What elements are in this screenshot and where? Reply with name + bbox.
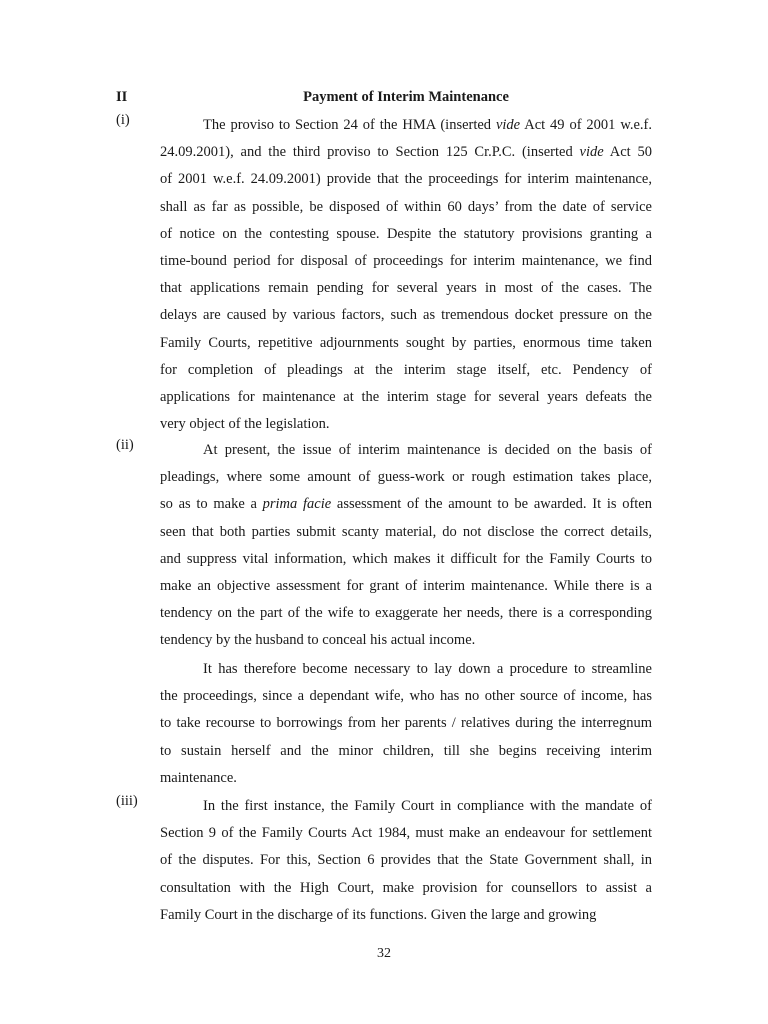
text-line <box>160 248 652 275</box>
text-line <box>160 275 652 302</box>
text-line <box>160 194 652 221</box>
paragraph-label-ii: (ii) <box>116 437 134 453</box>
text-segment: Section 9 of the Family Courts Act 1984, must make an endeavour for settlement <box>160 825 652 842</box>
text-segment: consultation with the High Court, make provision for counsellors to assist a <box>160 879 652 896</box>
text-segment: of 2001 w.e.f. 24.09.2001) provide that the proceedings for interim maintenance, <box>160 171 652 188</box>
text-line <box>160 656 652 683</box>
text-segment: to sustain herself and the minor children, till she begins receiving interim <box>160 742 652 759</box>
text-segment: The proviso to Section 24 of the HMA (inserted <box>203 117 496 133</box>
text-segment: seen that both parties submit scanty material, do not disclose the correct details, <box>160 523 652 540</box>
paragraph-ii-continued <box>160 656 652 792</box>
italic-term: vide <box>579 144 604 161</box>
page-number: 32 <box>377 946 391 961</box>
text-segment: very object of the legislation. <box>160 416 330 433</box>
text-segment: so as to make a <box>160 496 263 513</box>
text-segment: At present, the issue of interim maintenance is decided on the basis of <box>203 442 652 458</box>
text-line <box>160 683 652 710</box>
text-segment: maintenance. <box>160 769 237 786</box>
text-segment: shall as far as possible, be disposed of within 60 days’ from the date of service <box>160 198 652 215</box>
text-line <box>160 112 652 139</box>
text-line <box>160 302 652 329</box>
text-line <box>160 600 652 627</box>
text-segment: pleadings, where some amount of guess-work or rough estimation takes place, <box>160 469 652 486</box>
paragraph-i <box>160 112 652 438</box>
text-line <box>160 330 652 357</box>
text-line <box>160 491 652 518</box>
text-line <box>160 793 652 820</box>
paragraph-ii <box>160 437 652 655</box>
text-segment: of notice on the contesting spouse. Despite the statutory provisions granting a <box>160 225 652 242</box>
text-line <box>160 519 652 546</box>
text-line <box>160 546 652 573</box>
text-segment: delays are caused by various factors, such as tremendous docket pressure on the <box>160 307 652 324</box>
text-segment: In the first instance, the Family Court in compliance with the mandate of <box>203 798 652 814</box>
text-line <box>160 357 652 384</box>
text-segment: Act 50 <box>603 144 652 161</box>
text-segment: to take recourse to borrowings from her parents / relatives during the interregnum <box>160 715 652 732</box>
text-line <box>160 411 652 438</box>
text-segment: tendency by the husband to conceal his actual income. <box>160 632 476 649</box>
text-segment: of the disputes. For this, Section 6 provides that the State Government shall, in <box>160 852 652 869</box>
text-segment: tendency on the part of the wife to exaggerate her needs, there is a corresponding <box>160 605 652 622</box>
text-segment: 24.09.2001), and the third proviso to Section 125 Cr.P.C. (inserted <box>160 144 580 161</box>
text-segment: Act 49 of 2001 w.e.f. <box>520 117 652 133</box>
text-line <box>160 710 652 737</box>
text-line <box>160 437 652 464</box>
text-segment: Family Courts, repetitive adjournments sought by parties, enormous time taken <box>160 334 652 351</box>
text-line <box>160 820 652 847</box>
paragraph-label-i: (i) <box>116 112 130 128</box>
text-line <box>160 573 652 600</box>
paragraph-iii <box>160 793 652 929</box>
text-segment: that applications remain pending for several years in most of the cases. The <box>160 280 652 297</box>
text-line <box>160 875 652 902</box>
paragraph-label-iii: (iii) <box>116 793 138 809</box>
text-line <box>160 221 652 248</box>
text-segment: time-bound period for disposal of proceedings for interim maintenance, we find <box>160 252 652 269</box>
text-segment: It has therefore become necessary to lay down a procedure to streamline <box>203 661 652 677</box>
italic-term: vide <box>495 117 521 133</box>
text-line <box>160 384 652 411</box>
text-segment: for completion of pleadings at the interim stage itself, etc. Pendency of <box>160 361 652 378</box>
section-number: II <box>116 89 128 105</box>
text-line <box>160 166 652 193</box>
text-segment: and suppress vital information, which makes it difficult for the Family Courts to <box>160 550 652 567</box>
italic-term: prima facie <box>262 496 332 513</box>
text-line <box>160 139 652 166</box>
text-line <box>160 464 652 491</box>
text-segment: the proceedings, since a dependant wife, who has no other source of income, has <box>160 688 652 705</box>
text-segment: applications for maintenance at the interim stage for several years defeats the <box>160 388 652 405</box>
text-line <box>160 765 652 792</box>
section-title: Payment of Interim Maintenance <box>303 89 509 105</box>
text-line <box>160 847 652 874</box>
text-line <box>160 627 652 654</box>
text-line <box>160 902 652 929</box>
text-line <box>160 738 652 765</box>
text-segment: assessment of the amount to be awarded. It is often <box>331 496 652 513</box>
text-segment: make an objective assessment for grant of interim maintenance. While there is a <box>160 577 652 594</box>
text-segment: Family Court in the discharge of its functions. Given the large and growing <box>160 906 597 923</box>
